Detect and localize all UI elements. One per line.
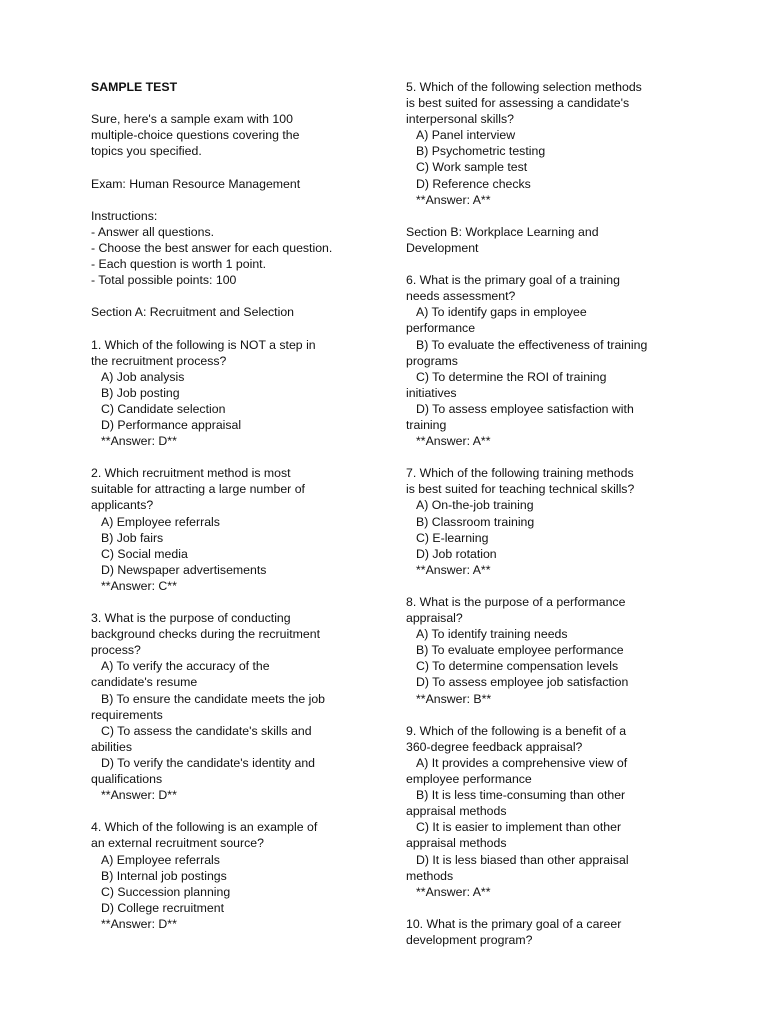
answer-option: D) To assess employee satisfaction with [416,401,634,416]
answer-option: B) Internal job postings [101,868,227,883]
question-text: the recruitment process? [91,353,227,368]
question-text: 2. Which recruitment method is most [91,466,291,481]
section-heading: Development [406,240,479,255]
answer-option: C) E-learning [416,530,489,545]
question-text: 5. Which of the following selection methods [406,80,642,94]
answer-option: D) Reference checks [416,176,531,191]
question-text: 7. Which of the following training methods [406,466,634,481]
answer-option: D) To verify the candidate's identity and [101,755,316,770]
answer-option: C) To determine compensation levels [416,659,619,674]
instruction-item: - Choose the best answer for each question. [91,240,333,255]
answer-option: A) To verify the accuracy of the [101,659,270,674]
answer-option-continued: initiatives [406,385,457,400]
page-title: SAMPLE TEST [91,80,178,94]
answer-option-continued: employee performance [406,772,532,787]
answer-option: B) To evaluate employee performance [416,643,624,658]
answer-option-continued: qualifications [91,772,163,787]
answer-option-continued: programs [406,353,458,368]
answer-option: A) To identify training needs [416,627,568,642]
question-text: development program? [406,932,533,947]
answer-key: **Answer: D** [101,916,177,931]
answer-option-continued: appraisal methods [406,804,507,819]
answer-option: D) Job rotation [416,546,497,561]
answer-option: C) Social media [101,546,188,561]
answer-option: C) It is easier to implement than other [416,820,622,835]
question-text: suitable for attracting a large number of [91,482,305,497]
answer-key: **Answer: D** [101,434,177,449]
answer-option-continued: abilities [91,739,133,754]
question-text: 3. What is the purpose of conducting [91,611,291,626]
intro-line: Sure, here's a sample exam with 100 [91,112,293,127]
answer-option: C) Work sample test [416,160,528,175]
question-text: appraisal? [406,611,463,626]
question-text: 8. What is the purpose of a performance [406,595,626,609]
question-text: 4. Which of the following is an example of [91,820,318,835]
answer-option-continued: performance [406,321,476,336]
question-text: needs assessment? [406,289,516,304]
answer-key: **Answer: A** [416,884,491,899]
question-text: process? [91,643,141,658]
instruction-item: - Each question is worth 1 point. [91,257,266,272]
question-text: 6. What is the primary goal of a training [406,273,620,288]
answer-option: B) Psychometric testing [416,144,546,159]
answer-option-continued: training [406,417,447,432]
instructions-heading: Instructions: [91,208,158,223]
question-text: 10. What is the primary goal of a career [406,916,622,931]
answer-option: A) On-the-job training [416,498,534,513]
answer-option-continued: appraisal methods [406,836,507,851]
question-text: background checks during the recruitment [91,627,320,642]
question-text: applicants? [91,498,154,513]
answer-option: A) Employee referrals [101,514,220,529]
answer-option: A) Employee referrals [101,852,220,867]
answer-option: C) Candidate selection [101,401,226,416]
intro-line: topics you specified. [91,144,202,159]
answer-option: A) To identify gaps in employee [416,305,587,320]
question-text: 9. Which of the following is a benefit of a [406,723,627,738]
answer-key: **Answer: D** [101,788,177,803]
answer-option: B) It is less time-consuming than other [416,788,626,803]
instruction-item: - Answer all questions. [91,224,215,239]
answer-option-continued: methods [406,868,454,883]
answer-option: B) Job fairs [101,530,164,545]
answer-option: A) Panel interview [416,128,516,143]
answer-key: **Answer: B** [416,691,492,706]
answer-option: A) It provides a comprehensive view of [416,755,628,770]
section-heading: Section A: Recruitment and Selection [91,305,295,320]
answer-key: **Answer: A** [416,562,491,577]
question-text: is best suited for assessing a candidate's [406,96,630,111]
answer-key: **Answer: A** [416,192,491,207]
question-text: interpersonal skills? [406,112,514,127]
question-text: 360-degree feedback appraisal? [406,739,583,754]
answer-key: **Answer: A** [416,434,491,449]
answer-option: D) It is less biased than other appraisal [416,852,629,867]
answer-option: D) College recruitment [101,900,225,915]
answer-option: C) To determine the ROI of training [416,369,607,384]
answer-key: **Answer: C** [101,578,177,593]
answer-option: D) Performance appraisal [101,417,242,432]
answer-option: D) Newspaper advertisements [101,562,267,577]
question-text: an external recruitment source? [91,836,264,851]
left-column [91,79,381,932]
question-text: is best suited for teaching technical skills? [406,482,635,497]
exam-name: Exam: Human Resource Management [91,176,301,191]
answer-option-continued: candidate's resume [91,675,198,690]
right-column [406,79,696,948]
answer-option: C) To assess the candidate's skills and [101,723,312,738]
answer-option: A) Job analysis [101,369,185,384]
answer-option-continued: requirements [91,707,163,722]
answer-option: B) To evaluate the effectiveness of training [416,337,648,352]
intro-line: multiple-choice questions covering the [91,128,300,143]
question-text: 1. Which of the following is NOT a step in [91,337,316,352]
answer-option: B) Job posting [101,385,180,400]
answer-option: B) Classroom training [416,514,535,529]
answer-option: D) To assess employee job satisfaction [416,675,629,690]
answer-option: C) Succession planning [101,884,231,899]
instruction-item: - Total possible points: 100 [91,273,237,288]
answer-option: B) To ensure the candidate meets the job [101,691,325,706]
section-heading: Section B: Workplace Learning and [406,224,599,239]
